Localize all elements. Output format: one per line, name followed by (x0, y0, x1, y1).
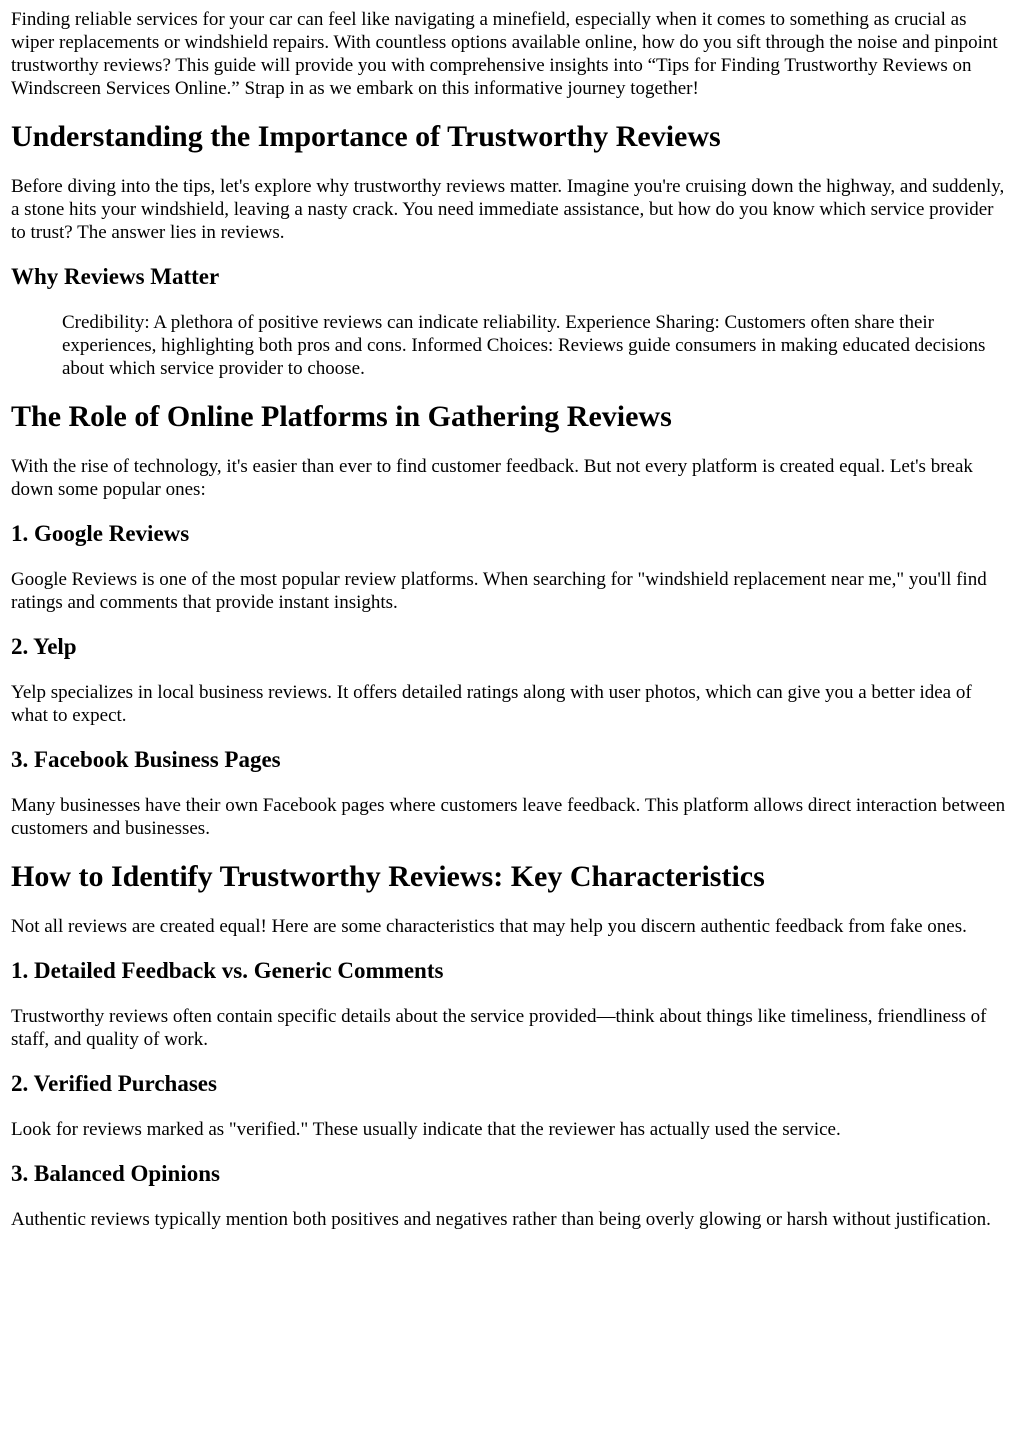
subheading-detailed-feedback: 1. Detailed Feedback vs. Generic Comments (11, 958, 444, 983)
item-paragraph: Look for reviews marked as "verified." These usually indicate that the reviewer has actually used the service. (11, 1119, 841, 1140)
section-heading-key-characteristics: How to Identify Trustworthy Reviews: Key Characteristics (11, 860, 765, 893)
subheading-facebook-business-pages: 3. Facebook Business Pages (11, 747, 281, 772)
item-paragraph: Many businesses have their own Facebook pages where customers leave feedback. This platform allows direct interaction between customers and businesses. (11, 795, 1006, 839)
subheading-google-reviews: 1. Google Reviews (11, 521, 190, 546)
section-heading-importance: Understanding the Importance of Trustworthy Reviews (11, 120, 721, 153)
reasons-quote: Credibility: A plethora of positive reviews can indicate reliability. Experience Sharing: Customers often share their experiences, highlighting both pros and cons. Informed Choices: Reviews guide consumers in making educated decisions about which service provider to choose. (62, 312, 986, 379)
item-paragraph: Trustworthy reviews often contain specific details about the service provided—think about things like timeliness, friendliness of staff, and quality of work. (11, 1006, 987, 1050)
section-paragraph: Before diving into the tips, let's explore why trustworthy reviews matter. Imagine you're cruising down the highway, and suddenly, a stone hits your windshield, leaving a nasty crack. You need immediate assistance, but how do you know which service provider to trust? The answer lies in reviews. (11, 176, 1005, 243)
item-paragraph: Google Reviews is one of the most popular review platforms. When searching for "windshield replacement near me," you'll find ratings and comments that provide instant insights. (11, 569, 987, 613)
subheading-verified-purchases: 2. Verified Purchases (11, 1071, 217, 1096)
intro-paragraph: Finding reliable services for your car can feel like navigating a minefield, especially when it comes to something as crucial as wiper replacements or windshield repairs. With countless options available online, how do you sift through the noise and pinpoint trustworthy reviews? This guide will provide you with comprehensive insights into “Tips for Finding Trustworthy Reviews on Windscreen Services Online.” Strap in as we embark on this informative journey together! (11, 9, 998, 99)
subheading-balanced-opinions: 3. Balanced Opinions (11, 1161, 220, 1186)
section-paragraph: With the rise of technology, it's easier than ever to find customer feedback. But not every platform is created equal. Let's break down some popular ones: (11, 456, 973, 500)
subheading-why-reviews-matter: Why Reviews Matter (11, 264, 220, 289)
subheading-yelp: 2. Yelp (11, 634, 77, 659)
item-paragraph: Yelp specializes in local business reviews. It offers detailed ratings along with user photos, which can give you a better idea of what to expect. (11, 682, 972, 726)
section-heading-platforms: The Role of Online Platforms in Gathering Reviews (11, 400, 672, 433)
section-paragraph: Not all reviews are created equal! Here are some characteristics that may help you discern authentic feedback from fake ones. (11, 916, 967, 937)
item-paragraph: Authentic reviews typically mention both positives and negatives rather than being overly glowing or harsh without justification. (11, 1209, 991, 1230)
